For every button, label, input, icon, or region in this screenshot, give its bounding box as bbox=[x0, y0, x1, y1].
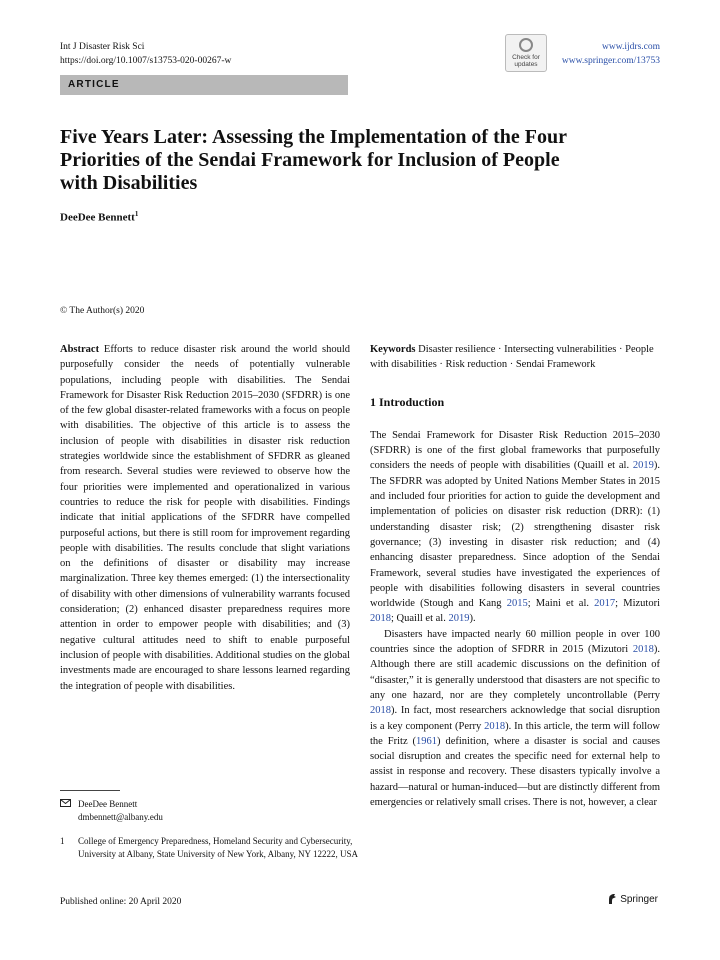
citation-link[interactable]: 2018 bbox=[632, 644, 654, 656]
citation-link[interactable]: 2018 bbox=[370, 705, 391, 717]
abstract-column bbox=[60, 342, 350, 694]
journal-sites bbox=[562, 40, 660, 68]
site-link-ijdrs[interactable]: www.ijdrs.com bbox=[602, 42, 660, 52]
section-heading-introduction: 1 Introduction bbox=[370, 394, 445, 409]
keywords-text: Disaster resilience · Intersecting vulnerabilities · People with disabilities · Risk reduction · Sendai Framework bbox=[370, 344, 654, 371]
abstract-label: Abstract bbox=[60, 344, 100, 355]
intro-paragraph-2: Disasters have impacted nearly 60 million people in over 100 countries since the adoption of SFDRR in 2015 (Mizutori 2018). Although there are still academic discussions on the definition of “disaster,” it is generally understood that disasters are not specific to any one hazard, nor are they completely uncontrollable (Perry 2018). In fact, most researchers acknowledge that social disruption is a key component (Perry 2018). In this article, the term will follow the Fritz (1961) definition, where a disaster is social and causes social disruption and creates the specific need for external help to assist in response and recovery. These disasters typically involve a hazard—natural or human-induced—but are distinctly different from emergencies or relatively small crises. There is not, however, a clear bbox=[370, 628, 660, 809]
updates-icon bbox=[519, 38, 533, 52]
correspondence-note bbox=[60, 798, 360, 823]
published-date: Published online: 20 April 2020 bbox=[60, 897, 182, 907]
citation-link[interactable]: 1961 bbox=[416, 735, 438, 747]
author-name[interactable]: DeeDee Bennett bbox=[60, 211, 135, 224]
keywords-label: Keywords bbox=[370, 344, 416, 355]
article-title: Five Years Later: Assessing the Implementation of the Four Priorities of the Sendai Framework for Inclusion of People with Disabilities bbox=[60, 126, 567, 194]
footnote-rule bbox=[60, 790, 120, 791]
abstract-text: Efforts to reduce disaster risk around the world should purposefully consider the needs of potentially vulnerable populations, including people with disabilities. The Sendai Framework for Disaster Risk Reduction 2015–2030 (SFDRR) is one of the few global disaster-related frameworks with a focus on people with disabilities. The objective of this article is to assess the inclusion of people with disabilities in disaster risk reduction strategies worldwide since the establishment of SFDRR as gleaned from research. Several studies were reviewed to observe how the four priorities were implemented and operationalized in various countries to reduce the risk for people with disabilities. Findings indicate that initial applications of the SFDRR have compelled purposeful actions, but there is still room for improvement regarding people with disabilities. The results conclude that slight variations on the definitions of disaster or disability may increase marginalization. Three key themes emerged: (1) the intersectionality of disability with other dimensions of vulnerability warrants focused consideration; (2) enhanced disaster preparedness requires more attention in order to empower people with disabilities; and (3) negative cultural attitudes need to shift to enable purposeful inclusion of people with disabilities. Additional studies on the global investments made are encouraged to share lessons learned regarding the integration of people with disabilities. bbox=[60, 344, 351, 692]
site-link-springer[interactable]: www.springer.com/13753 bbox=[561, 56, 660, 66]
correspondence-email[interactable]: dmbennett@albany.edu bbox=[78, 811, 163, 822]
author-affiliation-mark: 1 bbox=[134, 210, 139, 218]
citation-link[interactable]: 2018 bbox=[370, 613, 391, 625]
springer-horse-icon bbox=[607, 893, 617, 905]
check-for-updates-badge[interactable]: Check for updates bbox=[505, 34, 547, 72]
affiliation-mark: 1 bbox=[60, 836, 65, 846]
citation-link[interactable]: 2019 bbox=[632, 460, 654, 472]
doi-link[interactable]: https://doi.org/10.1007/s13753-020-00267-w bbox=[60, 56, 232, 66]
affiliation-text: College of Emergency Preparedness, Homeland Security and Cybersecurity, University at Albany, State University of New York, Albany, NY 12222, USA bbox=[78, 836, 358, 859]
intro-paragraph-1: The Sendai Framework for Disaster Risk Reduction 2015–2030 (SFDRR) is one of the first global frameworks that purposefully considers the needs of people with disabilities (Quaill et al. 2019). The SFDRR was adopted by United Nations Member States in 2015 and included four priorities for action to guide the development and implementation of policies on disaster risk reduction (DRR): (1) understanding disaster risk; (2) strengthening disaster risk governance; (3) investing in disaster risk reduction; and (4) enhancing disaster preparedness. Since adoption of the Sendai Framework, several studies have investigated the experiences of people with disabilities following disasters in several countries worldwide (Stough and Kang 2015; Maini et al. 2017; Mizutori 2018; Quaill et al. 2019). bbox=[370, 429, 660, 625]
publisher-logo[interactable] bbox=[607, 893, 658, 905]
affiliation-note bbox=[60, 835, 360, 860]
correspondence-name: DeeDee Bennett bbox=[78, 799, 138, 809]
citation-link[interactable]: 2017 bbox=[594, 598, 616, 610]
abstract bbox=[60, 342, 350, 694]
copyright-notice: © The Author(s) 2020 bbox=[60, 306, 145, 316]
citation-link[interactable]: 2015 bbox=[506, 598, 528, 610]
journal-name: Int J Disaster Risk Sci bbox=[60, 42, 145, 52]
citation-link[interactable]: 2019 bbox=[448, 613, 470, 625]
journal-header bbox=[60, 40, 231, 68]
article-type-label: ARTICLE bbox=[60, 75, 348, 95]
envelope-icon bbox=[60, 798, 78, 823]
citation-link[interactable]: 2018 bbox=[484, 720, 506, 732]
author-line bbox=[60, 210, 138, 224]
intro-column bbox=[370, 342, 660, 810]
keywords bbox=[370, 342, 660, 373]
footnotes bbox=[60, 798, 360, 860]
publisher-name: Springer bbox=[620, 893, 658, 905]
